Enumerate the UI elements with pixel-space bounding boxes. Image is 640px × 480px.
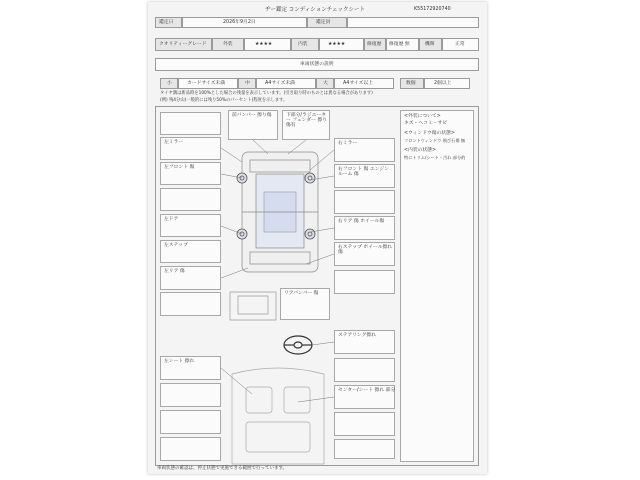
note-line-1: <外装について>	[404, 114, 441, 119]
legend-medium-label: 中	[245, 81, 250, 86]
legend-heading: 車両状態の説明	[300, 62, 334, 67]
date-value: 2026年9月2日	[223, 20, 256, 25]
left-box-5-text: 左ドア	[164, 217, 179, 222]
front-bumper-text: 前バンパー 擦り傷	[232, 113, 272, 118]
legend-small-desc: カードサイズ未満	[187, 81, 225, 86]
left-box-3-text: 左フロント 傷	[164, 165, 195, 170]
exterior-stars: ★★★★	[255, 42, 273, 47]
rear-bumper-text: リアバンパー 傷	[284, 291, 319, 296]
sheet-title: ヂー鑑定 コンディションチェックシート	[265, 7, 366, 13]
exterior-label: 外装	[223, 42, 233, 47]
engine-label: 機関	[425, 42, 435, 47]
steering-text: ステアリング擦れ	[338, 333, 376, 338]
appraiser-label: 鑑定員	[316, 20, 331, 25]
seat-right-text: センター/シート 擦れ 部分	[338, 388, 396, 393]
note-line-6: 特にトリム/シート・汚れ 部分的	[404, 155, 466, 160]
legend-medium-desc: A4サイズ未満	[265, 81, 295, 86]
date-label: 鑑定日	[159, 20, 174, 25]
interior-stars: ★★★★	[328, 42, 346, 47]
right-box-1-text: 右ミラー	[338, 141, 358, 146]
legend-count-label: 数個	[406, 81, 416, 86]
legend-small-label: 小	[167, 81, 172, 86]
note-line-3: <ウィンドウ傷の状態>	[404, 131, 455, 136]
car-top-view	[242, 152, 318, 272]
legend-note-1: タイヤ溝は新品時を100%とした場合の残量を表示しています。(引き取り時のものとは異なる場合があります)	[160, 91, 373, 96]
note-line-4: フロントウィンドウ 飛び石傷 無	[404, 138, 466, 143]
condition-check-sheet	[148, 2, 487, 474]
seat-left-text: 左シート 擦れ	[164, 359, 195, 364]
legend-note-2: (例) 残4分山(一般的には残り50%のパーセント)程度を示します。	[160, 98, 288, 103]
interior-label: 内装	[298, 42, 308, 47]
sheet-code: K55172920740	[414, 7, 451, 12]
steering-wheel-icon	[284, 336, 312, 354]
right-box-4-text: 右リア 傷 ホイール傷	[338, 219, 385, 224]
right-box-2-text: 右フロント 傷 エンジンルーム 傷	[338, 167, 389, 177]
interior-view	[232, 368, 324, 464]
repair-label: 修復歴	[367, 42, 382, 47]
bonnet-text: 下部分/ラジエーター フェンダー 擦り傷有	[286, 113, 327, 128]
car-diagram	[148, 2, 487, 474]
legend-count-desc: 2個以上	[434, 81, 452, 86]
car-rear-view	[230, 292, 276, 320]
left-box-2-text: 左ミラー	[164, 140, 184, 145]
repair-value: 修復歴 無	[389, 42, 410, 47]
engine-value: 正常	[455, 42, 465, 47]
legend-large-desc: A4サイズ以上	[343, 81, 373, 86]
right-box-5-text: 右ステップ ホイール擦れ 傷	[338, 245, 393, 255]
left-box-7-text: 左リア 傷	[164, 269, 185, 274]
left-box-6-text: 左ステップ	[164, 243, 188, 248]
note-line-5: <内装の状態>	[404, 148, 437, 153]
legend-large-label: 大	[323, 81, 328, 86]
note-line-2: キズ・ヘコミ・サビ	[404, 121, 448, 126]
sheet-footer: 車両状態の確認は、停止状態で実施できる範囲で行っています。	[157, 466, 288, 471]
quality-label: クオリティーグレード	[159, 42, 207, 47]
